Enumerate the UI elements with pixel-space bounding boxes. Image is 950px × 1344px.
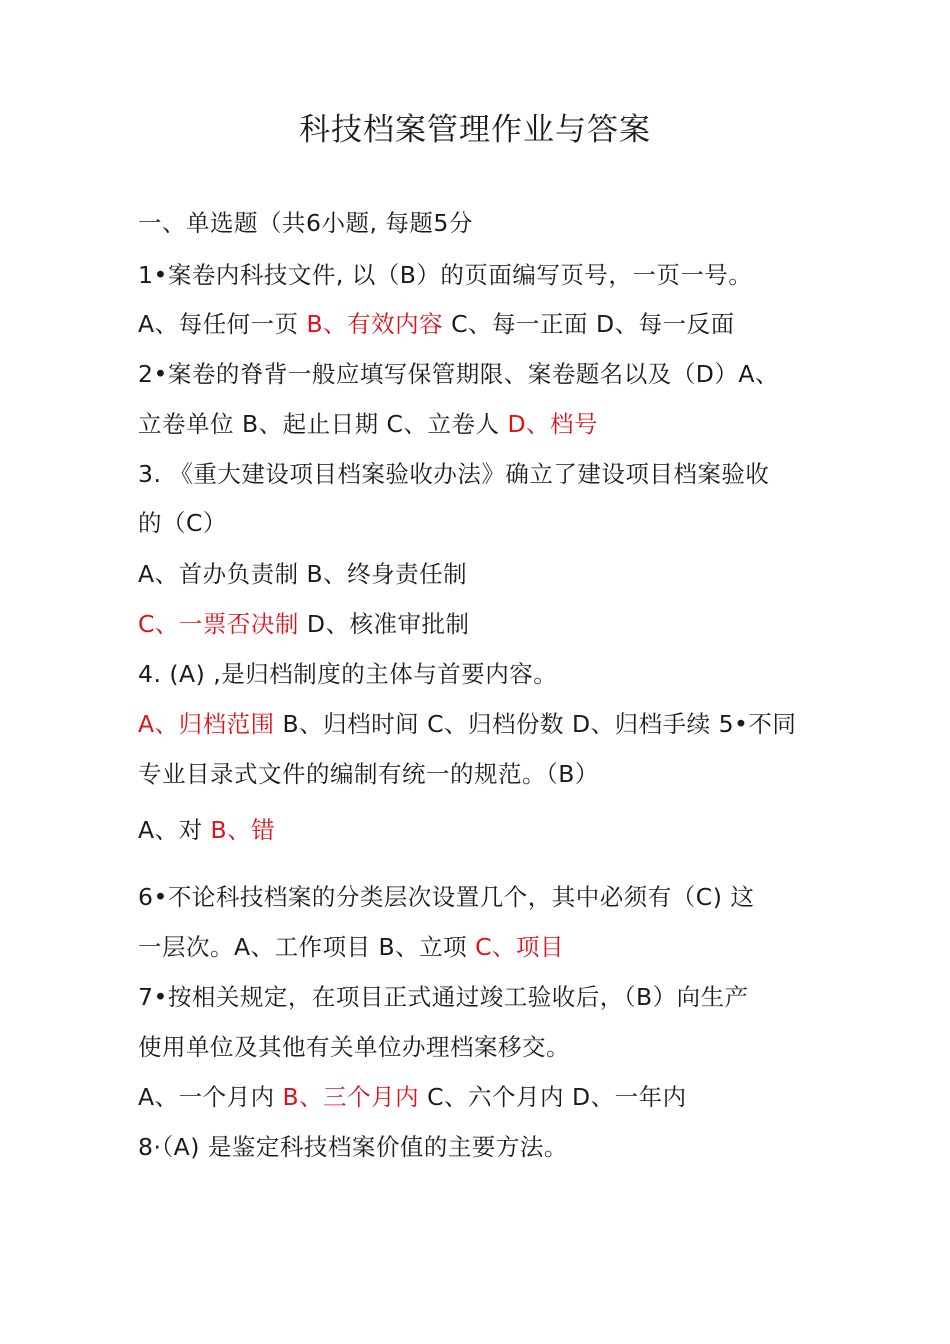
answer-highlight: A、归档范围	[138, 710, 275, 738]
text-segment: 6•不论科技档案的分类层次设置几个，其中必须有（C) 这	[138, 883, 755, 911]
text-segment: 8·（A) 是鉴定科技档案价值的主要方法。	[138, 1133, 568, 1161]
text-segment: B、归档时间 C、归档份数 D、归档手续 5•不同	[274, 710, 797, 738]
text-line	[138, 930, 828, 964]
text-segment: C、每一正面 D、每一反面	[443, 310, 735, 338]
answer-highlight: B、错	[210, 816, 276, 844]
answer-highlight: D、档号	[507, 410, 599, 438]
text-segment: 专业目录式文件的编制有统一的规范。（B）	[138, 760, 599, 788]
text-line	[138, 307, 828, 341]
answer-highlight: C、一票否决制	[138, 610, 299, 638]
text-segment: 一层次。A、工作项目 B、立项	[138, 933, 476, 961]
text-segment: 4. (A) ,是归档制度的主体与首要内容。	[138, 660, 558, 688]
text-segment: A、首办负责制 B、终身责任制	[138, 560, 468, 588]
answer-highlight: B、三个月内	[282, 1083, 420, 1111]
text-line	[138, 707, 828, 741]
text-line	[138, 557, 828, 591]
text-line	[138, 407, 828, 441]
text-segment: 3. 《重大建设项目档案验收办法》确立了建设项目档案验收	[138, 460, 770, 488]
text-segment: A、对	[138, 816, 211, 844]
text-segment: 立卷单位 B、起止日期 C、立卷人	[138, 410, 508, 438]
text-segment: 7•按相关规定，在项目正式通过竣工验收后，（B）向生产	[138, 983, 749, 1011]
text-line	[138, 607, 828, 641]
text-segment: D、核准审批制	[298, 610, 470, 638]
text-segment: C、六个月内 D、一年内	[419, 1083, 687, 1111]
answer-highlight: C、项目	[475, 933, 565, 961]
text-line	[138, 506, 828, 540]
text-line	[138, 813, 828, 847]
answer-highlight: B、有效内容	[306, 310, 444, 338]
text-segment: 1•案卷内科技文件, 以（B）的页面编写页号，一页一号。	[138, 261, 753, 289]
text-line	[138, 657, 828, 691]
document-title: 科技档案管理作业与答案	[299, 112, 651, 148]
text-line	[138, 1080, 828, 1114]
text-segment: 的（C）	[138, 509, 227, 537]
section-heading: 一、单选题（共6小题, 每题5分	[138, 209, 473, 237]
text-line	[138, 980, 828, 1014]
text-segment: 2•案卷的脊背一般应填写保管期限、案卷题名以及（D）A、	[138, 360, 779, 388]
text-line	[138, 757, 828, 791]
text-segment: A、每任何一页	[138, 310, 307, 338]
text-segment: 使用单位及其他有关单位办理档案移交。	[138, 1033, 570, 1061]
text-line	[138, 880, 828, 914]
text-line	[138, 457, 828, 491]
text-line	[138, 1130, 828, 1164]
text-line	[138, 1030, 828, 1064]
text-line	[138, 258, 828, 292]
text-line	[138, 357, 828, 391]
text-segment: A、一个月内	[138, 1083, 283, 1111]
